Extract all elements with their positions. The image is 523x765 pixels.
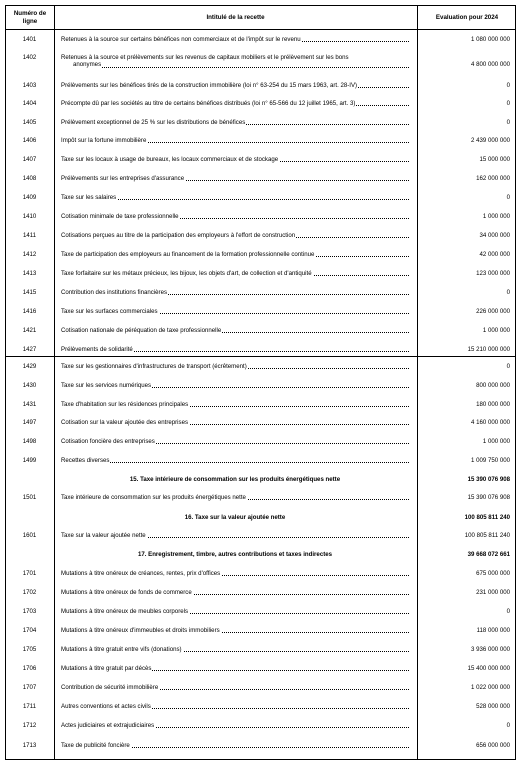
line-number: 1427 xyxy=(22,346,37,353)
line-number: 1412 xyxy=(22,251,37,258)
revenue-label-text: Taxe d'habitation sur les résidences principales xyxy=(61,401,189,408)
revenue-label xyxy=(61,327,409,334)
revenue-label-text: Taxe sur les locaux à usage de bureaux, les locaux commerciaux et de stockage xyxy=(61,156,279,163)
revenue-label-text: Cotisation foncière des entreprises xyxy=(61,438,155,445)
revenue-label-text: Taxe de publicité foncière xyxy=(61,742,130,749)
revenue-label xyxy=(61,457,409,464)
evaluation-value: 0 xyxy=(506,194,510,201)
evaluation-value: 1 000 000 xyxy=(482,213,510,220)
evaluation-value: 0 xyxy=(506,608,510,615)
evaluation-value: 0 xyxy=(506,82,510,89)
line-number: 1411 xyxy=(22,232,37,239)
section-title: 15. Taxe intérieure de consommation sur les produits énergétiques nette xyxy=(129,476,341,483)
evaluation-value: 118 000 000 xyxy=(476,627,510,634)
revenue-label-text: Mutations à titre gratuit par décès xyxy=(61,665,152,672)
revenue-label-text: Taxe sur la valeur ajoutée nette xyxy=(61,532,146,539)
line-number: 1713 xyxy=(22,742,37,749)
line-number: 1413 xyxy=(22,270,37,277)
header-label: Intitulé de la recette xyxy=(206,14,265,21)
evaluation-value: 15 390 076 908 xyxy=(467,494,510,501)
revenue-label-text: Taxe forfaitaire sur les métaux précieux, les bijoux, les objets d'art, de collection et d'antiquité xyxy=(61,270,312,277)
line-number: 1711 xyxy=(22,703,37,710)
evaluation-value: 675 000 000 xyxy=(476,570,510,577)
revenue-label-text: Contribution de sécurité immobilière xyxy=(61,684,159,691)
evaluation-value: 226 000 000 xyxy=(476,308,510,315)
line-number: 1406 xyxy=(22,137,37,144)
revenue-label xyxy=(61,82,409,89)
header-divider xyxy=(6,29,515,30)
revenue-label xyxy=(61,270,409,277)
line-number: 1712 xyxy=(22,722,37,729)
evaluation-value: 4 160 000 000 xyxy=(471,419,510,426)
line-number: 1601 xyxy=(22,532,37,539)
evaluation-value: 42 000 000 xyxy=(479,251,510,258)
revenue-label xyxy=(61,137,409,144)
revenue-label-text: Impôt sur la fortune immobilière xyxy=(61,137,147,144)
line-number: 1409 xyxy=(22,194,37,201)
revenue-label xyxy=(61,308,409,315)
evaluation-value: 0 xyxy=(506,100,510,107)
revenue-label xyxy=(61,703,409,710)
evaluation-value: 656 000 000 xyxy=(476,742,510,749)
revenue-label-text: Taxe intérieure de consommation sur les produits énergétiques nette xyxy=(61,494,246,501)
evaluation-value: 15 400 000 000 xyxy=(467,665,510,672)
revenue-label-text: Retenues à la source sur certains bénéfices non commerciaux et de l'impôt sur le revenu xyxy=(61,36,301,43)
evaluation-value: 162 000 000 xyxy=(476,175,510,182)
revenue-table xyxy=(5,5,516,760)
revenue-label xyxy=(61,100,409,107)
line-number: 1404 xyxy=(22,100,37,107)
revenue-label xyxy=(61,346,409,353)
evaluation-value: 15 390 076 908 xyxy=(467,476,510,483)
evaluation-value: 1 000 000 xyxy=(482,438,510,445)
revenue-label xyxy=(61,494,409,501)
line-number: 1706 xyxy=(22,665,37,672)
revenue-label-text: Prélèvement exceptionnel de 25 % sur les distributions de bénéfices xyxy=(61,119,246,126)
revenue-label xyxy=(61,363,409,370)
revenue-label-text: Mutations à titre onéreux de fonds de commerce xyxy=(61,589,192,596)
line-number: 1402 xyxy=(22,54,37,61)
line-number: 1407 xyxy=(22,156,37,163)
revenue-label xyxy=(61,194,409,201)
revenue-label xyxy=(61,213,409,220)
line-number: 1704 xyxy=(22,627,37,634)
revenue-label xyxy=(61,589,409,596)
revenue-label xyxy=(61,608,409,615)
revenue-label xyxy=(61,175,409,182)
revenue-label xyxy=(61,251,409,258)
column-divider xyxy=(417,6,418,759)
line-number: 1501 xyxy=(22,494,37,501)
revenue-label-text: Cotisations perçues au titre de la participation des employeurs à l'effort de construction xyxy=(61,232,296,239)
revenue-label xyxy=(61,684,409,691)
revenue-label-text: Actes judiciaires et extrajudiciaires xyxy=(61,722,155,729)
evaluation-value: 15 210 000 000 xyxy=(467,346,510,353)
revenue-label-text: anonymes xyxy=(61,61,102,68)
revenue-label xyxy=(61,401,409,408)
line-number: 1429 xyxy=(22,363,37,370)
revenue-label-text: Mutations à titre onéreux de meubles corporels xyxy=(61,608,189,615)
revenue-label xyxy=(61,570,409,577)
revenue-label xyxy=(61,382,409,389)
revenue-label-text: Taxe sur les services numériques xyxy=(61,382,152,389)
line-number: 1701 xyxy=(22,570,37,577)
revenue-label xyxy=(61,54,409,69)
revenue-label-text: Prélèvements de solidarité xyxy=(61,346,133,353)
revenue-label-text: Prélèvements sur les bénéfices tirés de la construction immobilière (loi n° 63-254 du 15 mars 1963, art. 28-IV) xyxy=(61,82,358,89)
line-number: 1498 xyxy=(22,438,37,445)
line-number: 1499 xyxy=(22,457,37,464)
evaluation-value: 123 000 000 xyxy=(476,270,510,277)
revenue-label-text: Précompte dû par les sociétés au titre de certains bénéfices distribués (loi n° 65-566 du 12 juillet 1965, art. 3) xyxy=(61,100,356,107)
revenue-label-text: Prélèvements sur les entreprises d'assurance xyxy=(61,175,185,182)
evaluation-value: 4 800 000 000 xyxy=(471,61,510,68)
evaluation-value: 2 439 000 000 xyxy=(471,137,510,144)
line-number: 1410 xyxy=(22,213,37,220)
line-number: 1703 xyxy=(22,608,37,615)
evaluation-value: 528 000 000 xyxy=(476,703,510,710)
evaluation-value: 1 009 750 000 xyxy=(471,457,510,464)
evaluation-value: 100 805 811 240 xyxy=(464,532,510,539)
revenue-label xyxy=(61,119,409,126)
revenue-label xyxy=(61,532,409,539)
revenue-label-text: Retenues à la source et prélèvements sur les revenus de capitaux mobiliers et le prélèvement sur les bons xyxy=(61,54,349,61)
revenue-label-text: Contribution des institutions financières xyxy=(61,289,168,296)
line-number: 1430 xyxy=(22,382,37,389)
revenue-label-text: Taxe sur les surfaces commerciales xyxy=(61,308,158,315)
revenue-label-text: Cotisation sur la valeur ajoutée des entreprises xyxy=(61,419,189,426)
line-number: 1707 xyxy=(22,684,37,691)
revenue-label xyxy=(61,742,409,749)
evaluation-value: 100 805 811 240 xyxy=(464,514,510,521)
revenue-label-text: Taxe sur les gestionnaires d'infrastructures de transport (écrêtement) xyxy=(61,363,247,370)
line-number: 1702 xyxy=(22,589,37,596)
dot-leader xyxy=(61,462,409,463)
evaluation-value: 1 000 000 xyxy=(482,327,510,334)
header-value: Evaluation pour 2024 xyxy=(435,14,499,21)
evaluation-value: 34 000 000 xyxy=(479,232,510,239)
line-number: 1431 xyxy=(22,401,37,408)
revenue-label-text: Autres conventions et actes civils xyxy=(61,703,151,710)
evaluation-value: 0 xyxy=(506,363,510,370)
line-number: 1401 xyxy=(22,36,37,43)
revenue-label xyxy=(61,646,409,653)
evaluation-value: 0 xyxy=(506,722,510,729)
evaluation-value: 39 668 072 661 xyxy=(467,551,510,558)
revenue-label-text: Recettes diverses xyxy=(61,457,110,464)
line-number: 1421 xyxy=(22,327,37,334)
header-line-number: Numéro de ligne xyxy=(13,10,47,25)
revenue-label-text: Mutations à titre gratuit entre vifs (donations) xyxy=(61,646,182,653)
revenue-label xyxy=(61,36,409,43)
revenue-label xyxy=(61,419,409,426)
revenue-label xyxy=(61,289,409,296)
line-number: 1497 xyxy=(22,419,37,426)
evaluation-value: 231 000 000 xyxy=(476,589,510,596)
column-divider xyxy=(54,6,55,759)
revenue-label xyxy=(61,665,409,672)
evaluation-value: 15 000 000 xyxy=(479,156,510,163)
line-number: 1705 xyxy=(22,646,37,653)
line-number: 1403 xyxy=(22,82,37,89)
revenue-label xyxy=(61,627,409,634)
revenue-label-text: Taxe de participation des employeurs au financement de la formation professionnelle continue xyxy=(61,251,315,258)
revenue-label-text: Mutations à titre onéreux de créances, rentes, prix d'offices xyxy=(61,570,221,577)
revenue-label-text: Cotisation minimale de taxe professionnelle xyxy=(61,213,179,220)
page-break-divider xyxy=(6,356,515,357)
section-title: 16. Taxe sur la valeur ajoutée nette xyxy=(184,514,286,521)
evaluation-value: 1 080 000 000 xyxy=(471,36,510,43)
evaluation-value: 0 xyxy=(506,119,510,126)
revenue-label xyxy=(61,232,409,239)
section-title: 17. Enregistrement, timbre, autres contributions et taxes indirectes xyxy=(137,551,333,558)
dot-leader xyxy=(61,67,409,68)
revenue-label-text: Cotisation nationale de péréquation de taxe professionnelle xyxy=(61,327,222,334)
revenue-label-text: Mutations à titre onéreux d'immeubles et droits immobiliers xyxy=(61,627,220,634)
evaluation-value: 3 936 000 000 xyxy=(471,646,510,653)
evaluation-value: 1 022 000 000 xyxy=(471,684,510,691)
line-number: 1408 xyxy=(22,175,37,182)
line-number: 1415 xyxy=(22,289,37,296)
line-number: 1405 xyxy=(22,119,37,126)
evaluation-value: 180 000 000 xyxy=(476,401,510,408)
revenue-label xyxy=(61,722,409,729)
evaluation-value: 800 000 000 xyxy=(476,382,510,389)
revenue-label xyxy=(61,438,409,445)
revenue-label-text: Taxe sur les salaires xyxy=(61,194,117,201)
line-number: 1416 xyxy=(22,308,37,315)
evaluation-value: 0 xyxy=(506,289,510,296)
revenue-label xyxy=(61,156,409,163)
